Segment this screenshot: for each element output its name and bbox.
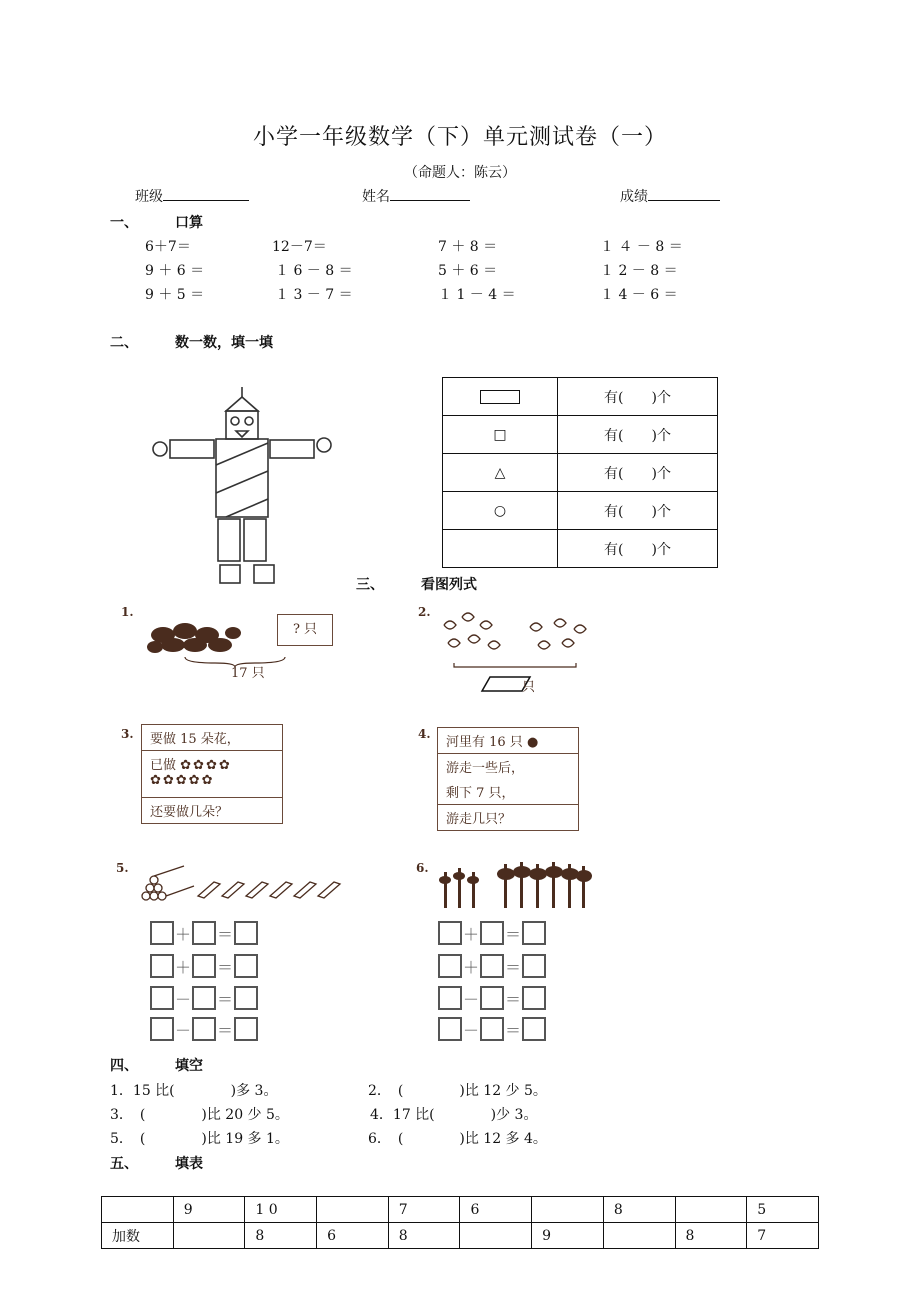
fill-table: [101, 1196, 819, 1249]
answer-box[interactable]: [234, 954, 258, 978]
table-cell[interactable]: 7: [388, 1197, 460, 1223]
duck-icon: ●: [526, 735, 539, 750]
answer-box[interactable]: [150, 1017, 174, 1041]
equation-row: [438, 986, 546, 1010]
equation-row: [150, 921, 258, 945]
calc-item: １ ４ － 8 ＝: [600, 239, 683, 255]
calc-item: 9 ＋ 6 ＝: [145, 263, 205, 279]
rectangle-icon: [480, 390, 520, 404]
operator: ＋: [174, 957, 191, 977]
equals-sign: ＝: [504, 957, 521, 977]
answer-box[interactable]: [192, 921, 216, 945]
score-blank[interactable]: [648, 186, 720, 201]
shape-cell: □: [443, 416, 558, 454]
answer-box[interactable]: [150, 921, 174, 945]
calc-item: １ 1 － 4 ＝: [438, 287, 516, 303]
fill-item: 2． ( )比 12 少 5。: [368, 1083, 547, 1099]
shape-cell: △: [443, 454, 558, 492]
shape-count-table: [442, 377, 718, 568]
fill-item: 5． ( )比 19 多 1。: [110, 1131, 289, 1147]
table-cell[interactable]: 7: [747, 1223, 819, 1249]
operator: －: [462, 989, 479, 1009]
table-row: [443, 530, 718, 568]
ducks-problem-card: [437, 727, 579, 831]
birds-unit-label: 只: [522, 680, 536, 695]
birds-picture: [438, 605, 598, 695]
flower-icons: ✿✿✿✿: [180, 758, 232, 773]
fill-item: 4．17 比( )少 3。: [370, 1107, 538, 1123]
author-line: （命题人：陈云）: [404, 165, 516, 181]
section-5-heading: [110, 1153, 203, 1173]
answer-box[interactable]: [480, 921, 504, 945]
section-3-title: 看图列式: [421, 577, 477, 593]
table-row: [102, 1223, 819, 1249]
section-5-number: 五、: [110, 1156, 138, 1172]
equation-row: [150, 954, 258, 978]
equation-row: [150, 986, 258, 1010]
shape-cell: [443, 378, 558, 416]
problem-3-number: 3.: [121, 727, 134, 741]
flower-icons: ✿✿✿✿✿: [150, 773, 215, 788]
class-field: [135, 186, 249, 206]
count-cell[interactable]: 有( )个: [558, 454, 718, 492]
equals-sign: ＝: [216, 989, 233, 1009]
answer-box[interactable]: [438, 1017, 462, 1041]
table-cell[interactable]: [603, 1223, 675, 1249]
operator: ＋: [462, 924, 479, 944]
shape-cell: [443, 530, 558, 568]
table-cell[interactable]: 8: [245, 1223, 317, 1249]
answer-box[interactable]: [522, 921, 546, 945]
problem-1-number: 1.: [121, 605, 134, 619]
section-5-title: 填表: [175, 1156, 203, 1172]
card-line: [142, 751, 282, 798]
operator: ＋: [174, 924, 191, 944]
table-row: [443, 492, 718, 530]
calc-item: 9 ＋ 5 ＝: [145, 287, 205, 303]
answer-box[interactable]: [480, 1017, 504, 1041]
answer-box[interactable]: [234, 986, 258, 1010]
page-title: 小学一年级数学（下）单元测试卷（一）: [252, 125, 667, 150]
name-label: 姓名: [362, 189, 390, 205]
problem-5-number: 5.: [116, 861, 129, 875]
table-cell[interactable]: 6: [317, 1223, 389, 1249]
calc-item: １ 3 － 7 ＝: [275, 287, 353, 303]
section-4-title: 填空: [175, 1058, 203, 1074]
answer-box[interactable]: [438, 986, 462, 1010]
answer-box[interactable]: [150, 954, 174, 978]
calc-item: 7 ＋ 8 ＝: [438, 239, 498, 255]
fill-item: 3． ( )比 20 少 5。: [110, 1107, 289, 1123]
equals-sign: ＝: [216, 1020, 233, 1040]
total-label: 17 只: [231, 666, 265, 681]
table-cell[interactable]: 8: [603, 1197, 675, 1223]
equation-row: [438, 1017, 546, 1041]
table-row: [443, 416, 718, 454]
equation-row: [150, 1017, 258, 1041]
table-cell[interactable]: [675, 1197, 747, 1223]
table-cell[interactable]: 9: [173, 1197, 245, 1223]
answer-box[interactable]: [192, 1017, 216, 1041]
table-cell[interactable]: [460, 1223, 532, 1249]
answer-box[interactable]: [234, 921, 258, 945]
table-row: [443, 454, 718, 492]
section-4-number: 四、: [110, 1058, 138, 1074]
class-blank[interactable]: [163, 186, 249, 201]
answer-box[interactable]: [192, 954, 216, 978]
equals-sign: ＝: [504, 989, 521, 1009]
name-field: [362, 186, 470, 206]
class-label: 班级: [135, 189, 163, 205]
answer-box[interactable]: [480, 954, 504, 978]
corn-plants-picture: [436, 858, 596, 914]
card-line: 还要做几朵？: [150, 805, 229, 820]
section-2-heading: [110, 332, 273, 352]
equation-row: [438, 954, 546, 978]
answer-box[interactable]: [150, 986, 174, 1010]
equation-row: [438, 921, 546, 945]
problem-6-number: 6.: [416, 861, 429, 875]
answer-box[interactable]: [522, 954, 546, 978]
answer-box[interactable]: [522, 986, 546, 1010]
fill-item: 6． ( )比 12 多 4。: [368, 1131, 547, 1147]
table-cell: 加数: [102, 1223, 174, 1249]
section-2-title: 数一数，填一填: [175, 335, 273, 351]
flowers-problem-card: [141, 724, 283, 824]
card-line: 游走几只？: [446, 812, 512, 827]
problem-4-number: 4.: [418, 727, 431, 741]
count-cell[interactable]: 有( )个: [558, 530, 718, 568]
operator: －: [462, 1020, 479, 1040]
equals-sign: ＝: [504, 1020, 521, 1040]
section-3-number: 三、: [356, 577, 384, 593]
table-cell[interactable]: [317, 1197, 389, 1223]
card-line: 游走一些后，: [446, 761, 525, 776]
problem-2-number: 2.: [418, 605, 431, 619]
count-cell[interactable]: 有( )个: [558, 492, 718, 530]
equals-sign: ＝: [216, 957, 233, 977]
card-line-text: 河里有 16 只: [446, 735, 523, 750]
section-1-heading: [110, 212, 203, 232]
calc-item: １ 2 － 8 ＝: [600, 263, 678, 279]
section-2-number: 二、: [110, 335, 138, 351]
table-cell[interactable]: [173, 1223, 245, 1249]
answer-box[interactable]: [234, 1017, 258, 1041]
section-4-heading: [110, 1055, 203, 1075]
table-cell[interactable]: 8: [388, 1223, 460, 1249]
equals-sign: ＝: [216, 924, 233, 944]
section-3-heading: [356, 574, 477, 594]
section-1-title: 口算: [175, 215, 203, 231]
card-line: 剩下 7 只，: [438, 779, 578, 805]
shape-cell: ○: [443, 492, 558, 530]
calc-item: １ 6 － 8 ＝: [275, 263, 353, 279]
section-1-number: 一、: [110, 215, 138, 231]
answer-box[interactable]: [438, 954, 462, 978]
fill-item: 1．15 比( )多 3。: [110, 1083, 278, 1099]
answer-box[interactable]: [438, 921, 462, 945]
calc-item: 12－7＝: [272, 239, 327, 255]
answer-box[interactable]: [522, 1017, 546, 1041]
table-cell: [102, 1197, 174, 1223]
score-field: [620, 186, 720, 206]
score-label: 成绩: [620, 189, 648, 205]
answer-box[interactable]: [480, 986, 504, 1010]
card-line: [438, 728, 578, 754]
equals-sign: ＝: [504, 924, 521, 944]
robot-shapes-figure: [150, 385, 340, 590]
table-cell[interactable]: 9: [532, 1223, 604, 1249]
count-cell[interactable]: 有( )个: [558, 378, 718, 416]
calc-item: １ 4 － 6 ＝: [600, 287, 678, 303]
table-cell[interactable]: 8: [675, 1223, 747, 1249]
operator: ＋: [462, 957, 479, 977]
calc-item: 6＋7＝: [145, 239, 191, 255]
table-cell[interactable]: 1 0: [245, 1197, 317, 1223]
table-cell[interactable]: [532, 1197, 604, 1223]
table-row: [102, 1197, 819, 1223]
operator: －: [174, 1020, 191, 1040]
card-line-text: 已做: [150, 758, 177, 773]
table-row: [443, 378, 718, 416]
unknown-count-box: ? 只: [277, 614, 333, 646]
table-cell[interactable]: 5: [747, 1197, 819, 1223]
calc-item: 5 ＋ 6 ＝: [438, 263, 498, 279]
name-blank[interactable]: [390, 186, 470, 201]
answer-box[interactable]: [192, 986, 216, 1010]
sticks-picture: [138, 858, 348, 908]
operator: －: [174, 989, 191, 1009]
count-cell[interactable]: 有( )个: [558, 416, 718, 454]
card-line: 要做 15 朵花，: [142, 725, 282, 751]
table-cell[interactable]: 6: [460, 1197, 532, 1223]
